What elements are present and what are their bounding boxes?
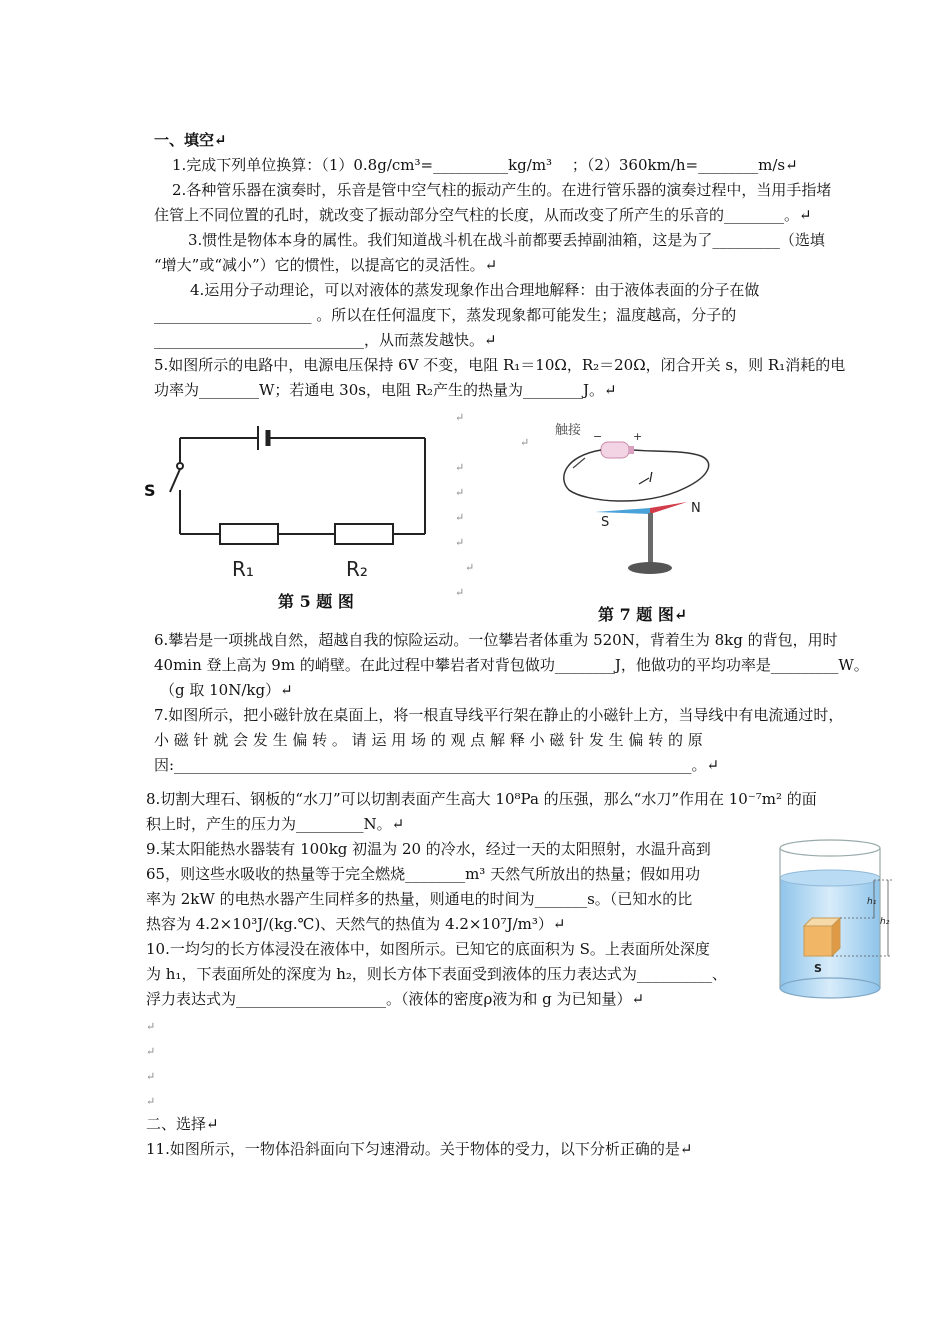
compass-wire-figure-7: [555, 416, 725, 581]
question-9-line-1: 9.某太阳能热水器装有 100kg 初温为 20 的冷水，经过一天的太阳照射，水温升高到: [146, 840, 711, 858]
question-5-line-1: 5.如图所示的电路中，电源电压保持 6V 不变，电阻 R₁＝10Ω，R₂＝20Ω，闭合开关 s，则 R₁消耗的电: [154, 356, 846, 374]
question-10-line-1: 10.一均匀的长方体浸没在液体中，如图所示。已知它的底面积为 S。上表面所处深度: [146, 940, 710, 958]
question-7-line-1: 7.如图所示，把小磁针放在桌面上，将一根直导线平行架在静止的小磁针上方，当导线中有电流通过时，: [154, 706, 844, 724]
question-7-line-3: 因:_____________________________________________________________________。↵: [154, 756, 720, 774]
question-6-line-2: 40min 登上高为 9m 的峭壁。在此过程中攀岩者对背包做功________J，他做功的平均功率是_________W。: [154, 656, 869, 674]
paragraph-mark: ↵: [455, 461, 465, 474]
question-9-line-3: 率为 2kW 的电热水器产生同样多的热量，则通电的时间为_______s。（已知水的比: [146, 890, 693, 908]
current-label: I: [649, 471, 653, 486]
compass-stand-pole: [648, 513, 653, 563]
paragraph-mark: ↵: [455, 586, 465, 599]
beaker-block-figure-10: [774, 838, 898, 1004]
liquid-surface: [780, 870, 880, 886]
question-7-line-2: 小 磁 针 就 会 发 生 偏 转 。 请 运 用 场 的 观 点 解 释 小 磁 针 发 生 偏 转 的 原: [154, 731, 703, 749]
paragraph-mark: ↵: [146, 1045, 156, 1058]
figure-7-caption: 第 7 题 图↵: [598, 605, 688, 624]
question-2-line-1: 2.各种管乐器在演奏时，乐音是管中空气柱的振动产生的。在进行管乐器的演奏过程中，当用手指堵: [172, 181, 832, 199]
h1-label: h₁: [867, 897, 877, 907]
switch-pivot: [177, 463, 183, 469]
circuit-diagram-figure-5: [140, 420, 440, 590]
paragraph-mark: ↵: [455, 511, 465, 524]
paragraph-mark: ↵: [455, 411, 465, 424]
figure-5-caption: 第 5 题 图: [278, 592, 354, 611]
question-11: 11.如图所示，一物体沿斜面向下匀速滑动。关于物体的受力，以下分析正确的是↵: [146, 1140, 693, 1158]
question-9-line-4: 热容为 4.2×10³J/(kg.℃)、天然气的热值为 4.2×10⁷J/m³）↵: [146, 915, 566, 933]
question-4-line-1: 4.运用分子动理论，可以对液体的蒸发现象作出合理地解释：由于液体表面的分子在做: [190, 281, 760, 299]
resistor-r1: [220, 524, 278, 544]
question-10-line-3: 浮力表达式为____________________。（液体的密度ρ液为和 g 为已知量）↵: [146, 990, 645, 1008]
switch-blade: [170, 469, 180, 492]
battery-plus: +: [633, 430, 643, 443]
question-8-line-2: 积上时，产生的压力为_________N。↵: [146, 815, 405, 833]
compass-stand-base: [628, 562, 672, 574]
question-3-line-1: 3.惯性是物体本身的属性。我们知道战斗机在战斗前都要丢掉副油箱，这是为了_________（选填: [188, 231, 825, 249]
question-2-line-2: 住管上不同位置的孔时，就改变了振动部分空气柱的长度，从而改变了所产生的乐音的________。↵: [154, 206, 812, 224]
question-8-line-1: 8.切割大理石、钢板的“水刀”可以切割表面产生高大 10⁸Pa 的压强，那么“水刀”作用在 10⁻⁷m² 的面: [146, 790, 817, 808]
paragraph-mark: ↵: [146, 1070, 156, 1083]
question-6-line-3: （g 取 10N/kg）↵: [160, 681, 293, 699]
question-6-line-1: 6.攀岩是一项挑战自然，超越自我的惊险运动。一位攀岩者体重为 520N，背着生为 8kg 的背包，用时: [154, 631, 838, 649]
battery-terminal: [629, 446, 634, 454]
question-4-line-2: _____________________ 。所以在任何温度下，蒸发现象都可能发生；温度越高，分子的: [154, 306, 737, 324]
paragraph-mark: ↵: [465, 561, 475, 574]
switch-label: S: [144, 481, 156, 500]
section-title-choice: 二、选择↵: [146, 1115, 219, 1133]
question-3-line-2: “增大”或“减小”）它的惯性，以提高它的灵活性。↵: [154, 256, 498, 274]
r1-label: R₁: [232, 557, 254, 581]
r2-label: R₂: [346, 557, 368, 581]
current-wire-loop: [564, 450, 709, 501]
needle-south: [595, 508, 650, 514]
battery-minus: −: [593, 430, 603, 443]
question-10-line-2: 为 h₁，下表面所处的深度为 h₂，则长方体下表面受到液体的压力表达式为__________、: [146, 965, 727, 983]
question-1: 1.完成下列单位换算：（1）0.8g/cm³=__________kg/m³ ；（2）360km/h=________m/s↵: [172, 156, 798, 174]
section-title-fill-in: 一、填空↵: [154, 131, 227, 149]
battery-cell: [601, 442, 629, 458]
resistor-r2: [335, 524, 393, 544]
question-9-line-2: 65，则这些水吸收的热量等于完全燃烧________m³ 天然气所放出的热量；假如用功: [146, 865, 701, 883]
paragraph-mark: ↵: [455, 486, 465, 499]
question-4-line-3: ____________________________，从而蒸发越快。↵: [154, 331, 497, 349]
north-label: N: [691, 501, 701, 516]
question-5-line-2: 功率为________W；若通电 30s，电阻 R₂产生的热量为________J。↵: [154, 381, 617, 399]
needle-north: [650, 502, 687, 514]
current-arrow: [639, 478, 649, 484]
block-front: [804, 926, 832, 956]
h2-label: h₂: [880, 917, 890, 927]
paragraph-mark: ↵: [146, 1020, 156, 1033]
paragraph-mark: ↵: [146, 1095, 156, 1108]
beaker-rim: [780, 840, 880, 856]
south-label: S: [601, 515, 610, 530]
paragraph-mark: ↵: [455, 536, 465, 549]
paragraph-mark: ↵: [520, 436, 530, 449]
base-area-label: S: [814, 962, 822, 975]
contact-label: 触接: [555, 423, 582, 438]
